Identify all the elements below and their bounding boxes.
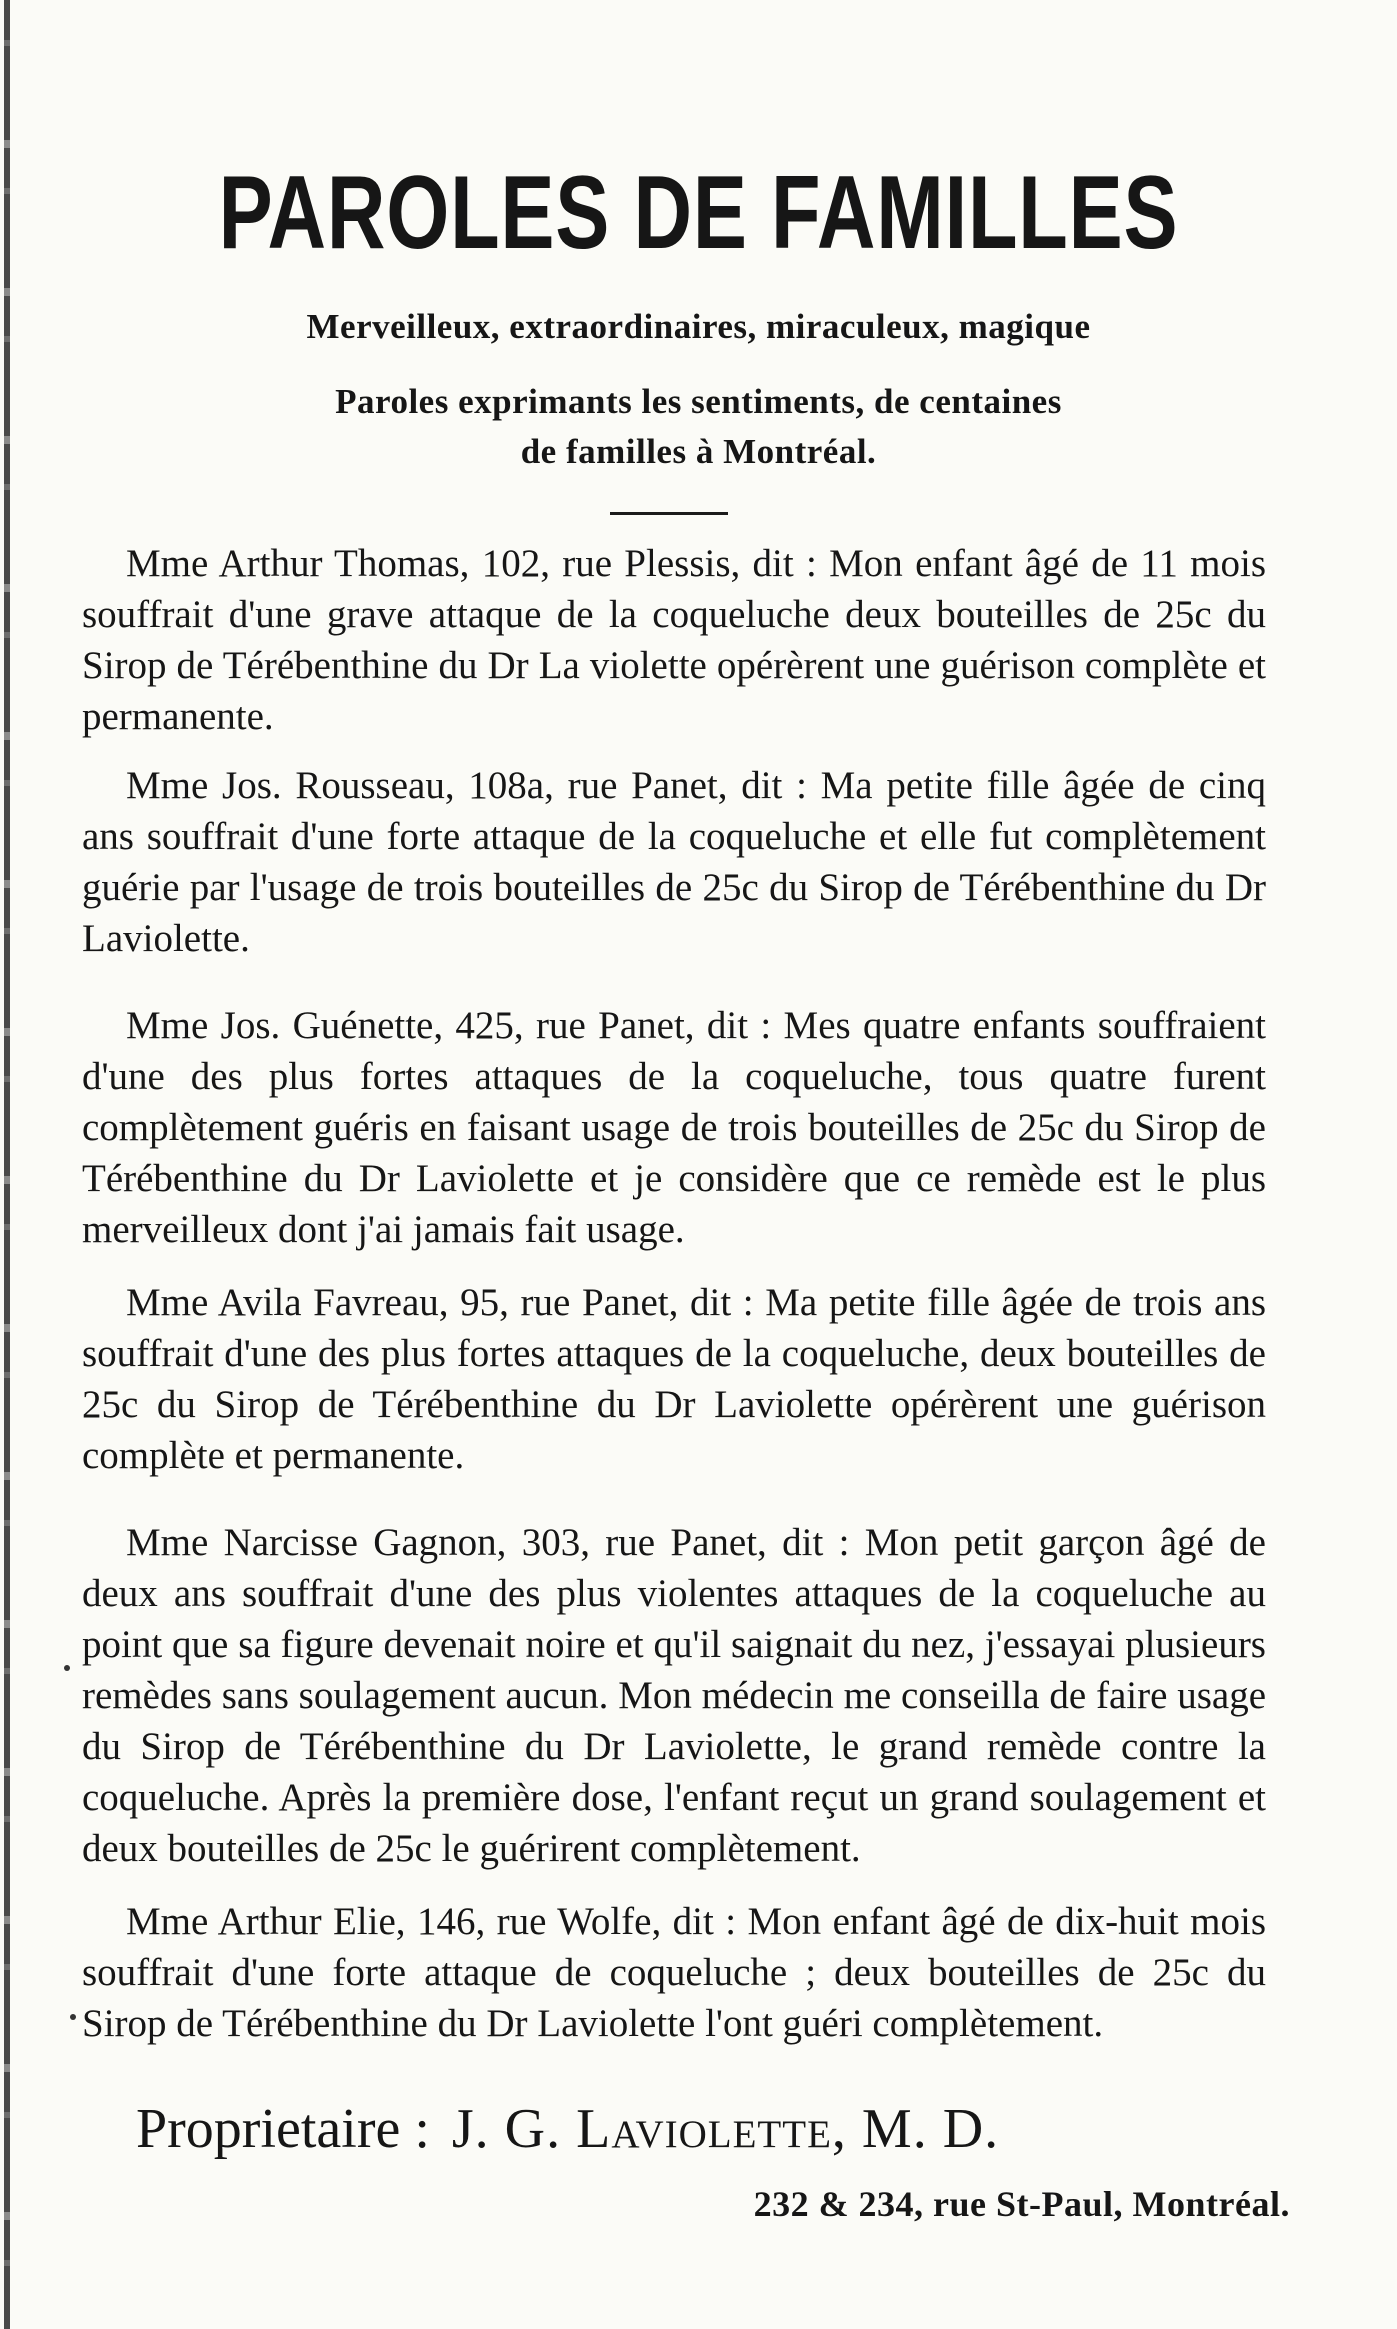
proprietor-line: [136, 2094, 1296, 2164]
testimonial-gagnon: Mme Narcisse Gagnon, 303, rue Panet, dit : Mon petit garçon âgé de deux ans souffrait d'une des plus violentes attaques de la coqueluche au point que sa figure devenait noire et qu'il saignait du nez, j'essayai plusieurs remèdes sans soulagement aucun. Mon médecin me conseilla de faire usage du Sirop de Térébenthine du Dr Laviolette, le grand remède contre la coqueluche. Après la première dose, l'enfant reçut un grand soulagement et deux bouteilles de 25c le guérirent complètement.: [82, 1521, 1266, 1870]
proprietor-address: 232 & 234, rue St-Paul, Montréal.: [753, 2184, 1290, 2224]
testimonial-elie: Mme Arthur Elie, 146, rue Wolfe, dit : Mon enfant âgé de dix-huit mois souffrait d'une forte attaque de coqueluche ; deux bouteilles de 25c du Sirop de Térébenthine du Dr Laviolette l'ont guéri complètement.: [82, 1900, 1266, 2045]
subtitle-tagline: Merveilleux, extraordinaires, miraculeux, magique: [306, 307, 1091, 346]
section-divider: [610, 512, 728, 515]
page-title: PAROLES DE FAMILLES: [218, 155, 1179, 271]
testimonials-list: [82, 538, 1266, 2069]
testimonial-rousseau: Mme Jos. Rousseau, 108a, rue Panet, dit : Ma petite fille âgée de cinq ans souffrait d'une forte attaque de la coqueluche et elle fut complètement guérie par l'usage de trois bouteilles de 25c du Sirop de Térébenthine du Dr Laviolette.: [82, 764, 1266, 960]
testimonial-favreau: Mme Avila Favreau, 95, rue Panet, dit : Ma petite fille âgée de trois ans souffrait d'une des plus fortes attaques de la coqueluche, deux bouteilles de 25c du Sirop de Térébenthine du Dr Laviolette opérèrent une guérison complète et permanente.: [82, 1281, 1266, 1477]
proprietor-name: J. G. Laviolette, M. D.: [451, 2098, 1000, 2160]
subtitle-line-2: de familles à Montréal.: [520, 432, 877, 471]
testimonial-thomas: Mme Arthur Thomas, 102, rue Plessis, dit : Mon enfant âgé de 11 mois souffrait d'une grave attaque de la coqueluche deux bouteilles de 25c du Sirop de Térébenthine du Dr La violette opérèrent une guérison complète et permanente.: [82, 542, 1266, 738]
testimonial-guenette: Mme Jos. Guénette, 425, rue Panet, dit : Mes quatre enfants souffraient d'une des plus fortes attaques de la coqueluche, tous quatre furent complètement guéris en faisant usage de trois bouteilles de 25c du Sirop de Térébenthine du Dr Laviolette et je considère que ce remède est le plus merveilleux dont j'ai jamais fait usage.: [82, 1004, 1266, 1251]
proprietor-label: Proprietaire :: [136, 2098, 430, 2160]
print-speck: [70, 2014, 76, 2020]
print-speck: [64, 1665, 70, 1671]
subtitle-line-1: Paroles exprimants les sentiments, de centaines: [335, 382, 1062, 421]
